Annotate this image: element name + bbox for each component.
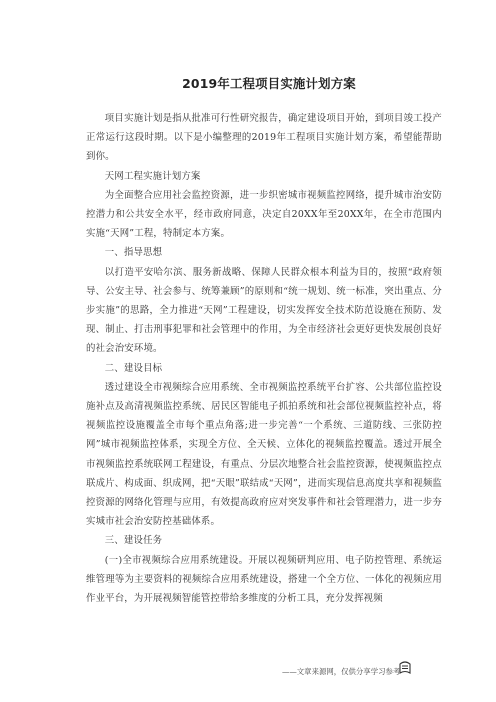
plan-subtitle: 天网工程实施计划方案 — [104, 170, 201, 182]
section-heading-construction-goals: 二、建设目标 — [104, 362, 163, 374]
document-title: 2019年工程项目实施计划方案 — [182, 76, 356, 91]
guiding-ideology-paragraph: 以打造平安哈尔滨、服务新战略、保障人民群众根本利益为目的，按照“政府领导、公安主导、社会参与、统筹兼顾”的原则和“统一规划、统一标准，突出重点、分步实施”的思路，全力推进“天网”工程建设，切实发挥安全技术防范设施在预防、发现、制止、打击刑事犯罪和社会管理中的作用，为全市经济社会更好更快发展创良好的社会治安环境。 — [86, 266, 442, 355]
construction-goals-paragraph: 透过建设全市视频综合应用系统、全市视频监控系统平台扩容、公共部位监控设施补点及高清视频监控系统、居民区智能电子抓拍系统和社会部位视频监控补点，将视频监控设施覆盖全市每个重点角落;进一步完善“一个系统、三道防线、三张防控网”城市视频监控体系，实现全方位、全天候、立体化的视频监控覆盖。透过开展全市视频监控系统联网工程建设，有重点、分层次地整合社会监控资源，使视频监控点联成片、构成面、织成网，把“天眼”联结成“天网”，进而实现信息高度共享和视频监控资源的网络化管理与应用，有效提高政府应对突发事件和社会管理潜力，进一步夯实城市社会治安防控基础体系。 — [86, 381, 442, 528]
section-heading-construction-tasks: 三、建设任务 — [104, 535, 163, 547]
section-heading-guiding-ideology: 一、指导思想 — [104, 247, 163, 259]
construction-tasks-paragraph: (一)全市视频综合应用系统建设。开展以视频研判应用、电子防控管理、系统运维管理等为主要资料的视频综合应用系统建设，搭建一个全方位、一体化的视频应用作业平台，为开展视频智能管控带给多维度的分析工具，充分发挥视频 — [86, 554, 442, 605]
document-logo-icon — [397, 660, 413, 676]
footer-source-text: ——文章来源网，仅供分享学习参考 — [282, 667, 401, 676]
document-body — [86, 109, 442, 608]
intro-paragraph: 项目实施计划是指从批准可行性研究报告，确定建设项目开始，到项目竣工投产正常运行这段时期。以下是小编整理的2019年工程项目实施计划方案，希望能帮助到你。 — [86, 113, 442, 163]
plan-intro-paragraph: 为全面整合应用社会监控资源，进一步织密城市视频监控网络，提升城市治安防控潜力和公共安全水平，经市政府同意，决定自20XX年至20XX年，在全市范围内实施“天网”工程，特制定本方案。 — [86, 189, 442, 240]
